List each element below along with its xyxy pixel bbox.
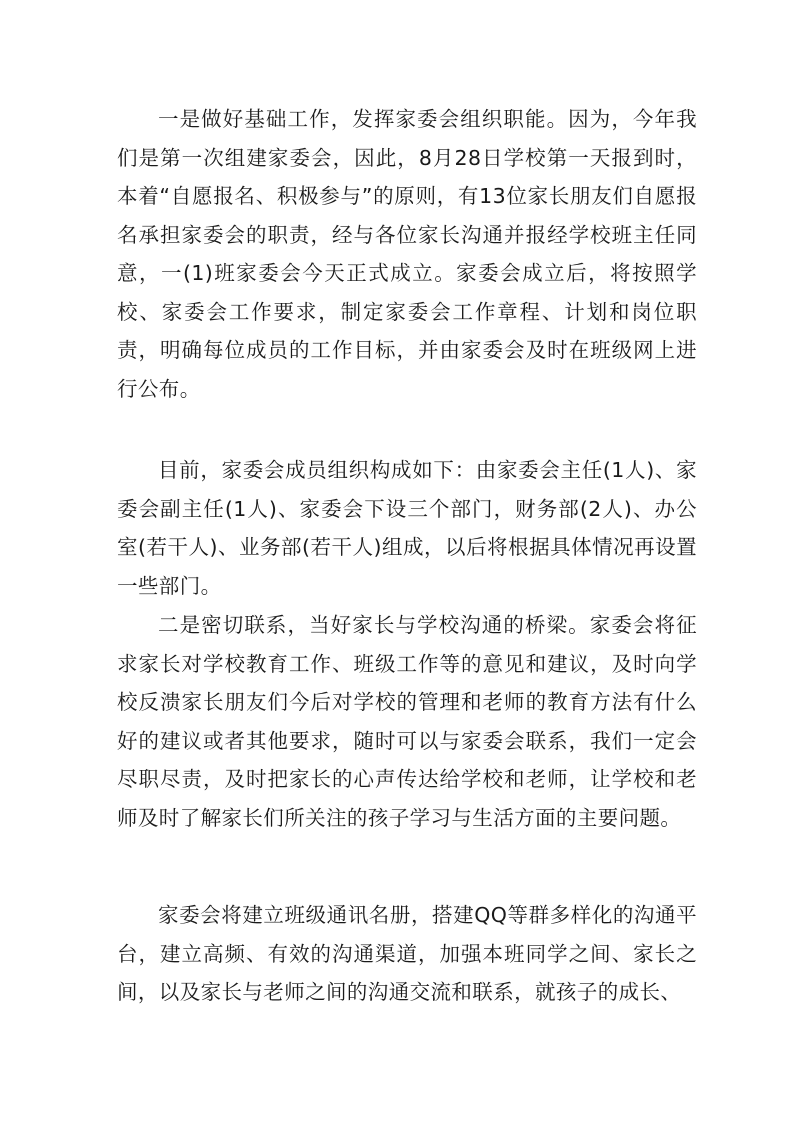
paragraph-communication-bridge: 二是密切联系，当好家长与学校沟通的桥梁。家委会将征求家长对学校教育工作、班级工作等的意见和建议，及时向学校反溃家长朋友们今后对学校的管理和老师的教育方法有什么好的建议或者其他要求，随时可以与家委会联系，我们一定会尽职尽责，及时把家长的心声传达给学校和老师，让学校和老师及时了解家长们所关注的孩子学习与生活方面的主要问题。 bbox=[117, 613, 697, 830]
paragraph-contact-platform: 家委会将建立班级通讯名册，搭建QQ等群多样化的沟通平台，建立高频、有效的沟通渠道，加强本班同学之间、家长之间，以及家长与老师之间的沟通交流和联系，就孩子的成长、 bbox=[117, 903, 697, 1004]
paragraph-committee-structure: 目前，家委会成员组织构成如下：由家委会主任(1人)、家委会副主任(1人)、家委会下设三个部门，财务部(2人)、办公室(若干人)、业务部(若干人)组成，以后将根据具体情况再设置一些部门。 bbox=[117, 458, 697, 598]
paragraph-basic-work: 一是做好基础工作，发挥家委会组织职能。因为，今年我们是第一次组建家委会，因此，8月28日学校第一天报到时，本着“自愿报名、积极参与”的原则，有13位家长朋友们自愿报名承担家委会的职责，经与各位家长沟通并报经学校班主任同意，一(1)班家委会今天正式成立。家委会成立后，将按照学校、家委会工作要求，制定家委会工作章程、计划和岗位职责，明确每位成员的工作目标，并由家委会及时在班级网上进行公布。 bbox=[117, 107, 697, 401]
